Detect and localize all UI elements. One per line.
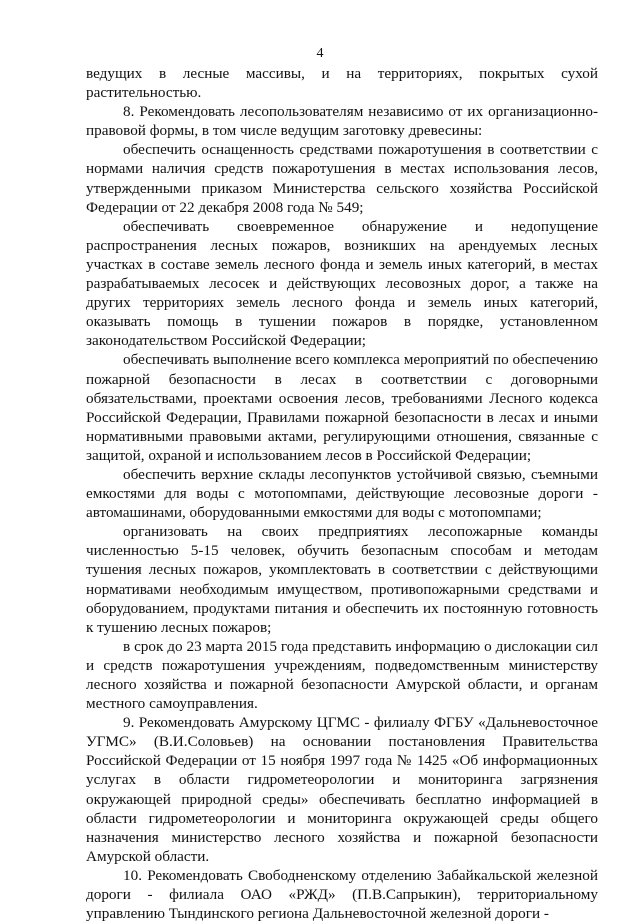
page-number: 4	[316, 46, 324, 61]
paragraph: обеспечивать выполнение всего комплекса мероприятий по обеспечению пожарной безопасности в лесах в соответствии с договорными обязательствами, проектами освоения лесов, требованиями Лесного кодекса Российской Федерации, Правилами пожарной безопасности в лесах и иными нормативными правовыми актами, регулирующими отношения, связанные с защитой, охраной и использованием лесов в Российской Федерации;	[86, 351, 598, 464]
paragraph: обеспечивать своевременное обнаружение и недопущение распространения лесных пожаров, возникших на арендуемых лесных участках в составе земель лесного фонда и земель иных категорий, в местах разрабатываемых лесосек и действующих лесовозных дорог, а также на других территориях земель лесного фонда и земель иных категорий, оказывать помощь в тушении пожаров в порядке, установленном законодательством Российской Федерации;	[86, 217, 598, 350]
paragraph: 9. Рекомендовать Амурскому ЦГМС - филиалу ФГБУ «Дальневосточное УГМС» (В.И.Соловьев) на основании постановления Правительства Российской Федерации от 15 ноября 1997 года № 1425 «Об информационных услугах в области гидрометеорологии и мониторинга загрязнения окружающей природной среды» обеспечивать бесплатно информацией в области гидрометеорологии и мониторинга окружающей среды общего назначения министерство лесного хозяйства и пожарной безопасности Амурской области.	[86, 714, 598, 865]
document-body	[86, 64, 598, 923]
paragraph: обеспечить оснащенность средствами пожаротушения в соответствии с нормами наличия средств пожаротушения в местах использования лесов, утвержденными приказом Министерства сельского хозяйства Российской Федерации от 22 декабря 2008 года № 549;	[86, 141, 598, 216]
paragraph: в срок до 23 марта 2015 года представить информацию о дислокации сил и средств пожаротушения учреждениям, подведомственным министерству лесного хозяйства и пожарной безопасности Амурской области, и органам местного самоуправления.	[86, 637, 598, 713]
paragraph: 10. Рекомендовать Свободненскому отделению Забайкальской железной дороги - филиала ОАО «РЖД» (П.В.Сапрыкин), территориальному управлению Тындинского региона Дальневосточной железной дороги -	[86, 866, 598, 923]
paragraph: 8. Рекомендовать лесопользователям независимо от их организационно-правовой формы, в том числе ведущим заготовку древесины:	[86, 103, 598, 140]
paragraph: организовать на своих предприятиях лесопожарные команды численностью 5-15 человек, обучить безопасным способам и методам тушения лесных пожаров, укомплектовать в соответствии с действующими нормативами необходимым имуществом, противопожарными средствами и оборудованием, продуктами питания и обеспечить их постоянную готовность к тушению лесных пожаров;	[86, 523, 598, 636]
paragraph: обеспечить верхние склады лесопунктов устойчивой связью, съемными емкостями для воды с мотопомпами, действующие лесовозные дороги - автомашинами, оборудованными емкостями для воды с мотопомпами;	[86, 465, 598, 522]
paragraph-continuation: ведущих в лесные массивы, и на территориях, покрытых сухой растительностью.	[86, 65, 598, 102]
